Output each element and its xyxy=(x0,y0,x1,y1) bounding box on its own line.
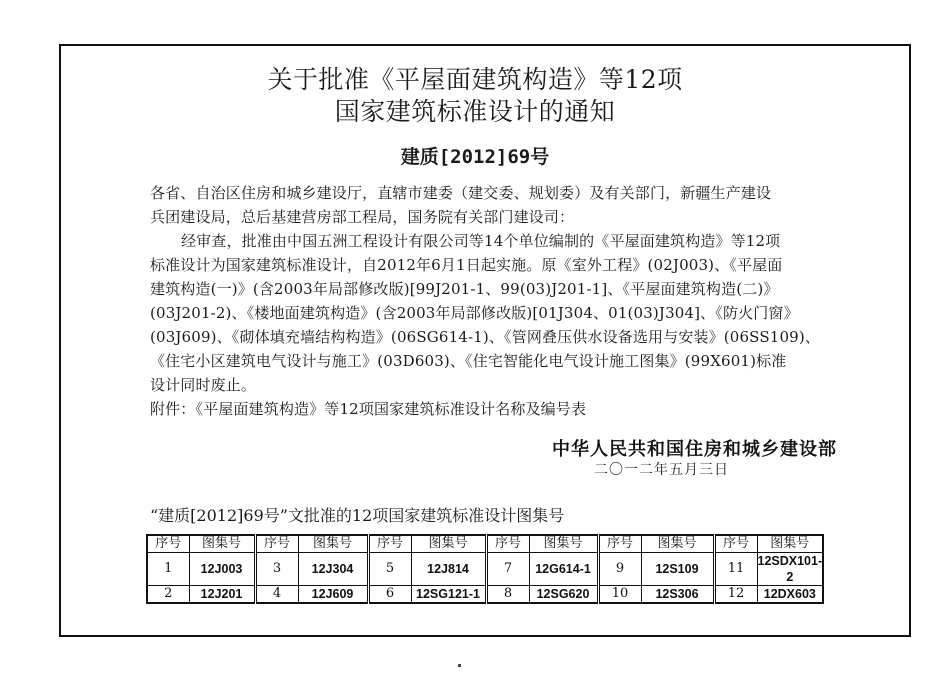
body-line: 各省、自治区住房和城乡建设厅，直辖市建委（建交委、规划委）及有关部门，新疆生产建设 xyxy=(150,184,772,202)
header-code: 图集号 xyxy=(411,535,486,553)
header-code: 图集号 xyxy=(189,535,255,553)
body-line: 经审查，批准由中国五洲工程设计有限公司等14个单位编制的《平屋面建筑构造》等12项 xyxy=(181,232,781,250)
table-row xyxy=(147,553,823,586)
header-seq: 序号 xyxy=(598,535,641,553)
seq-cell: 9 xyxy=(598,553,641,586)
table-header-row xyxy=(147,535,823,553)
body-line: 设计同时废止。 xyxy=(150,376,257,394)
notice-title-line-1: 关于批准《平屋面建筑构造》等12项 xyxy=(267,65,683,94)
seq-cell: 8 xyxy=(486,586,529,604)
header-code: 图集号 xyxy=(298,535,368,553)
code-cell: 12SG121-1 xyxy=(411,586,486,604)
code-cell: 12DX603 xyxy=(757,586,823,604)
header-seq: 序号 xyxy=(486,535,529,553)
code-cell: 12J003 xyxy=(189,553,255,586)
header-seq: 序号 xyxy=(147,535,189,553)
issue-date: 二〇一二年五月三日 xyxy=(594,462,729,478)
seq-cell: 4 xyxy=(255,586,298,604)
header-seq: 序号 xyxy=(714,535,757,553)
seq-cell: 12 xyxy=(714,586,757,604)
header-seq: 序号 xyxy=(255,535,298,553)
code-cell: 12J814 xyxy=(411,553,486,586)
attachment-line: 附件：《平屋面建筑构造》等12项国家建筑标准设计名称及编号表 xyxy=(150,400,587,418)
body-line: (03J201-2)、《楼地面建筑构造》(含2003年局部修改版)[01J304、01(03)J304]、《防火门窗》 xyxy=(150,304,799,322)
notice-title-line-2: 国家建筑标准设计的通知 xyxy=(334,97,616,126)
atlas-number-table xyxy=(146,534,824,604)
table-row xyxy=(147,586,823,604)
header-code: 图集号 xyxy=(757,535,823,553)
body-line: (03J609)、《砌体填充墙结构构造》(06SG614-1)、《管网叠压供水设备选用与安装》(06SS109)、 xyxy=(150,328,820,346)
code-cell: 12J609 xyxy=(298,586,368,604)
code-cell: 12G614-1 xyxy=(529,553,598,586)
code-cell: 12J201 xyxy=(189,586,255,604)
code-cell: 12SDX101-2 xyxy=(757,554,823,584)
code-cell: 12J304 xyxy=(298,553,368,586)
scan-speck xyxy=(458,664,461,667)
code-cell: 12S109 xyxy=(641,553,714,586)
seq-cell: 7 xyxy=(486,553,529,586)
code-cell: 12S306 xyxy=(641,586,714,604)
code-cell: 12SG620 xyxy=(529,586,598,604)
seq-cell: 5 xyxy=(368,553,411,586)
table-caption: “建质[2012]69号”文批准的12项国家建筑标准设计图集号 xyxy=(150,506,565,525)
document-number: 建质[2012]69号 xyxy=(400,146,550,168)
header-seq: 序号 xyxy=(368,535,411,553)
seq-cell: 3 xyxy=(255,553,298,586)
body-line: 《住宅小区建筑电气设计与施工》(03D603)、《住宅智能化电气设计施工图集》(99X601)标准 xyxy=(150,352,787,370)
header-code: 图集号 xyxy=(529,535,598,553)
seq-cell: 1 xyxy=(147,553,189,586)
seq-cell: 2 xyxy=(147,586,189,604)
header-code: 图集号 xyxy=(641,535,714,553)
body-line: 建筑构造(一)》(含2003年局部修改版)[99J201-1、99(03)J201-1]、《平屋面建筑构造(二)》 xyxy=(150,280,779,298)
body-line: 兵团建设局，总后基建营房部工程局，国务院有关部门建设司： xyxy=(150,208,575,226)
seq-cell: 6 xyxy=(368,586,411,604)
issuing-authority: 中华人民共和国住房和城乡建设部 xyxy=(552,439,837,460)
seq-cell: 10 xyxy=(598,586,641,604)
seq-cell: 11 xyxy=(714,553,757,586)
body-line: 标准设计为国家建筑标准设计，自2012年6月1日起实施。原《室外工程》(02J003)、《平屋面 xyxy=(150,256,783,274)
